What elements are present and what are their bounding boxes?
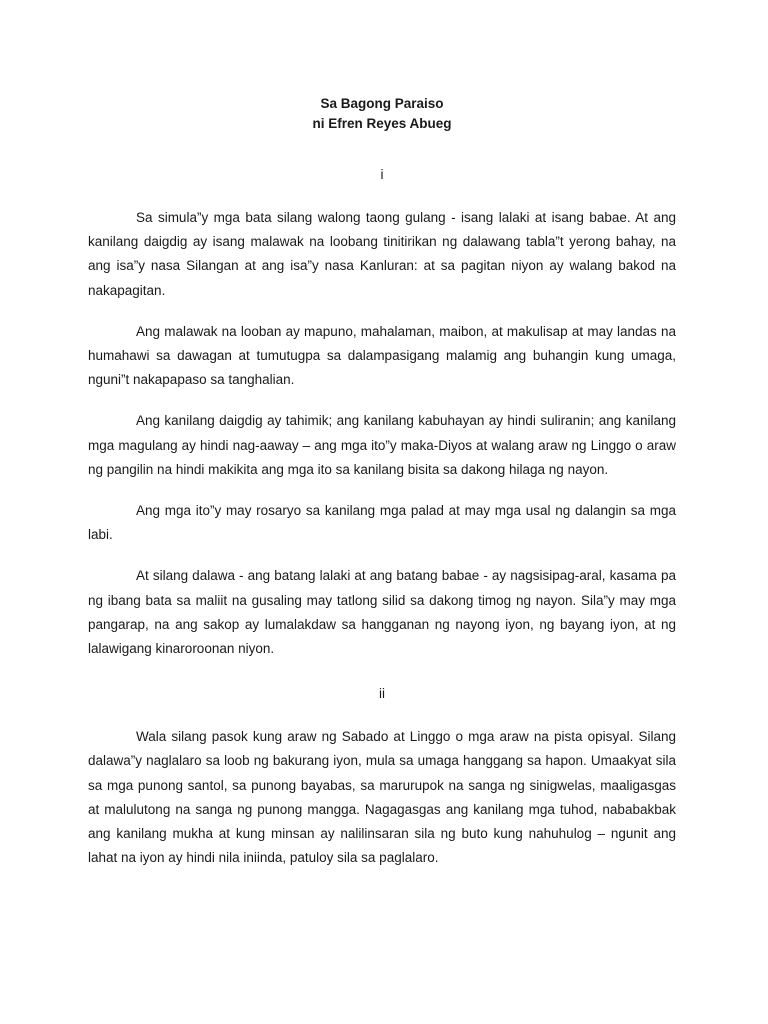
paragraph: Wala silang pasok kung araw ng Sabado at Linggo o mga araw na pista opisyal. Silang dalawa”y naglalaro sa loob ng bakurang iyon, mula sa umaga hanggang sa hapon. Umaakyat sila sa mga punong santol, sa punong bayabas, sa marurupok na sanga ng sinigwelas, maaligasgas at malulutong na sanga ng punong mangga. Nagagasgas ang kanilang mga tuhod, nababakbak ang kanilang mukha at kung minsan ay nalilinsaran sila ng buto kung nahuhulog – ngunit ang lahat na iyon ay hindi nila iniinda, patuloy sila sa paglalaro. — [88, 729, 676, 866]
section-marker-ii: ii — [379, 686, 385, 702]
paragraph: Ang malawak na looban ay mapuno, mahalaman, maibon, at makulisap at may landas na humahawi sa dawagan at tumutugpa sa dalampasigang malamig ang buhangin kung umaga, nguni”t nakapapaso sa tanghalian. — [88, 323, 676, 388]
paragraph: Sa simula”y mga bata silang walong taong gulang - isang lalaki at isang babae. At ang kanilang daigdig ay isang malawak na loobang tinitirikan ng dalawang tabla”t yerong bahay, na ang isa”y nasa Silangan at ang isa”y nasa Kanluran: at sa pagitan niyon ay walang bakod na nakapagitan. — [88, 210, 676, 298]
story-title: Sa Bagong Paraiso — [320, 96, 444, 111]
section-marker-i: i — [380, 167, 384, 182]
paragraph: At silang dalawa - ang batang lalaki at ang batang babae - ay nagsisipag-aral, kasama pa ng ibang bata sa maliit na gusaling may tatlong silid sa dakong timog ng nayon. Sila”y may mga pangarap, na ang sakop ay lumalakdaw sa hangganan ng nayong iyon, ng bayang iyon, at ng lalawigang kinaroroonan niyon. — [88, 568, 676, 657]
paragraph: Ang mga ito”y may rosaryo sa kanilang mga palad at may mga usal ng dalangin sa mga labi. — [88, 503, 676, 543]
story-author: ni Efren Reyes Abueg — [312, 116, 452, 131]
paragraph: Ang kanilang daigdig ay tahimik; ang kanilang kabuhayan ay hindi suliranin; ang kanilang mga magulang ay hindi nag-aaway – ang mga ito”y maka-Diyos at walang araw ng Linggo o araw ng pangilin na hindi makikita ang mga ito sa kanilang bisita sa dakong hilaga ng nayon. — [88, 413, 676, 477]
